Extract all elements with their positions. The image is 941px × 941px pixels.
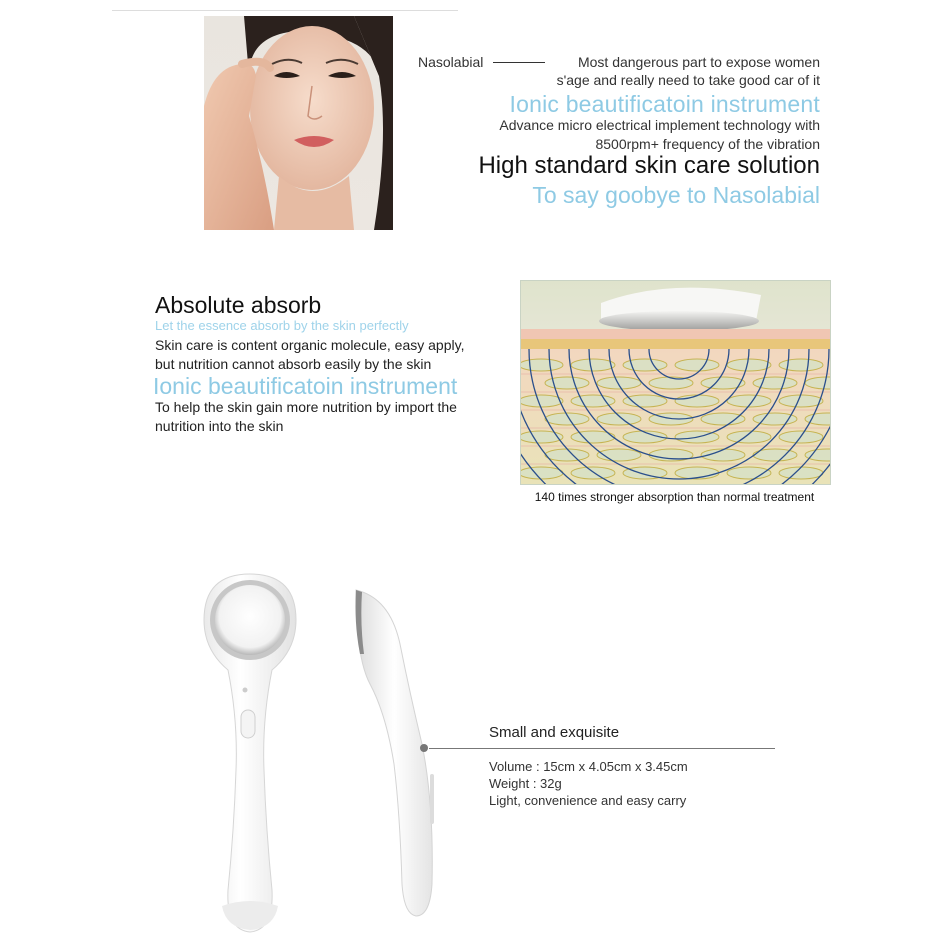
product-specs — [489, 758, 688, 809]
callout-line — [429, 748, 775, 749]
spec-note: Light, convenience and easy carry — [489, 793, 687, 808]
absorb-title: Absolute absorb — [155, 292, 322, 318]
advance-line-2: 8500rpm+ frequency of the vibration — [595, 136, 820, 152]
ionic-heading-top: Ionic beautificatoin instrument — [509, 91, 820, 117]
advance-line-1: Advance micro electrical implement technology with — [499, 117, 820, 133]
absorb-body — [155, 336, 495, 374]
advance-text — [418, 116, 820, 154]
nasolabial-label: Nasolabial — [418, 54, 484, 70]
nasolabial-pointer-line — [493, 62, 545, 63]
absorb-subtitle: Let the essence absorb by the skin perfectly — [155, 318, 409, 333]
absorb-body-4: nutrition into the skin — [155, 418, 284, 434]
device-front-image — [200, 570, 300, 935]
nasolabial-row — [418, 54, 820, 70]
spec-volume: Volume : 15cm x 4.05cm x 3.45cm — [489, 759, 688, 774]
absorb-body-b — [155, 398, 495, 436]
high-standard-heading: High standard skin care solution — [478, 152, 820, 179]
device-side-image — [350, 584, 440, 919]
spec-weight: Weight : 32g — [489, 776, 562, 791]
nasolabial-desc-2: s'age and really need to take good car of it — [556, 72, 820, 88]
product-title: Small and exquisite — [489, 724, 620, 741]
callout-dot — [420, 744, 428, 752]
ionic-heading-mid: Ionic beautificatoin instrument — [153, 373, 458, 399]
absorb-body-3: To help the skin gain more nutrition by import the — [155, 399, 457, 415]
nasolabial-desc-1: Most dangerous part to expose women — [577, 54, 820, 70]
goodbye-heading: To say goobye to Nasolabial — [532, 182, 820, 208]
absorption-diagram — [520, 280, 831, 485]
absorb-body-2: but nutrition cannot absorb easily by the skin — [155, 356, 432, 372]
top-divider — [112, 10, 458, 11]
diagram-caption: 140 times stronger absorption than normal treatment — [534, 490, 815, 504]
absorb-body-1: Skin care is content organic molecule, easy apply, — [155, 337, 465, 353]
model-face-photo — [204, 16, 393, 230]
